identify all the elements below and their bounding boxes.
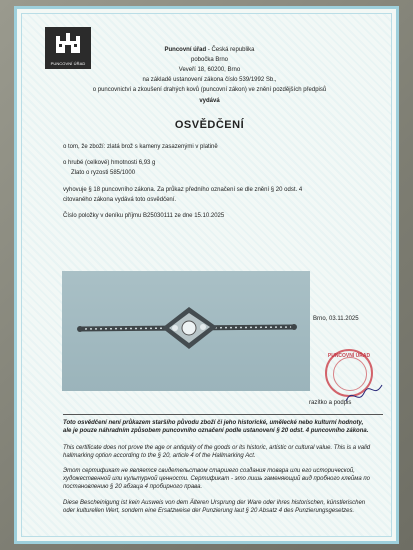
footer-russian: Этот сертификат не является свидетельством старшего создания товара или его исторической, художественной или культурной ценности. Сертификат - это лишь заменяющий вид пробного клейма по постановлению § 20 абзаца 4 пробирного права. bbox=[63, 468, 371, 490]
register-number: Číslo položky v deníku příjmu B25030111 ze dne 15.10.2025 bbox=[63, 213, 225, 219]
office-line bbox=[17, 47, 402, 53]
issues-label: vydává bbox=[199, 98, 220, 104]
brooch-photo bbox=[62, 271, 310, 391]
legal-basis-1: na základě ustanovení zákona číslo 539/1992 Sb., bbox=[142, 77, 277, 83]
footer-divider bbox=[63, 414, 383, 415]
logo-text: PUNCOVNÍ ÚŘAD bbox=[50, 61, 86, 66]
office-country: - Česká republika bbox=[206, 47, 255, 53]
office-address: Veveří 18, 60200, Brno bbox=[178, 67, 241, 73]
goods-description: o tom, že zboží: zlatá brož s kameny zasazenými v platině bbox=[63, 144, 218, 150]
office-branch: pobočka Brno bbox=[190, 57, 229, 63]
signature-label: razítko a podpis bbox=[309, 400, 352, 406]
gross-weight: o hrubé (celkové) hmotnosti 6,93 g bbox=[63, 160, 156, 166]
legal-basis-2: o puncovnictví a zkoušení drahých kovů (puncovní zákon) ve znění pozdějších předpisů bbox=[92, 87, 327, 93]
office-name: Puncovní úřad bbox=[164, 47, 207, 53]
footer-english: This certificate does not prove the age or antiquity of the goods or its historic, artistic or cultural value. This is a valid hallmarking option according to the § 20, article 4 of the Hallmarking Act. bbox=[63, 445, 371, 459]
compliance-line-1: vyhovuje § 18 puncovního zákona. Za průkaz předního označení se dle znění § 20 odst. 4 bbox=[63, 187, 303, 193]
footer-czech: Toto osvědčení není průkazem staršího původu zboží či jeho historické, umělecké nebo kulturní hodnoty, ale je pouze náhradním způsobem puncovního označení podle ustanovení § 20 odst. 4 puncovního zákona. bbox=[63, 420, 369, 434]
stamp-text: PUNCOVNÍ ÚŘAD bbox=[327, 353, 371, 359]
compliance-line-2: citovaného zákona vydává toto osvědčení. bbox=[63, 197, 177, 203]
gold-fineness: Zlato o ryzosti 585/1000 bbox=[71, 170, 136, 176]
place-date: Brno, 03.11.2025 bbox=[313, 316, 359, 322]
brooch-image bbox=[62, 271, 310, 391]
certificate-document bbox=[14, 6, 399, 544]
certificate-title: OSVĚDČENÍ bbox=[174, 119, 245, 131]
footer-german: Diese Bescheinigung ist kein Ausweis von dem Älteren Ursprung der Ware oder ihres historischen, künstlerischen oder kulturellen Wert, sondern eine Ersatzweise der Punzierung laut § 20 Absatz 4 des Punzierungsgesetzes. bbox=[63, 500, 366, 514]
